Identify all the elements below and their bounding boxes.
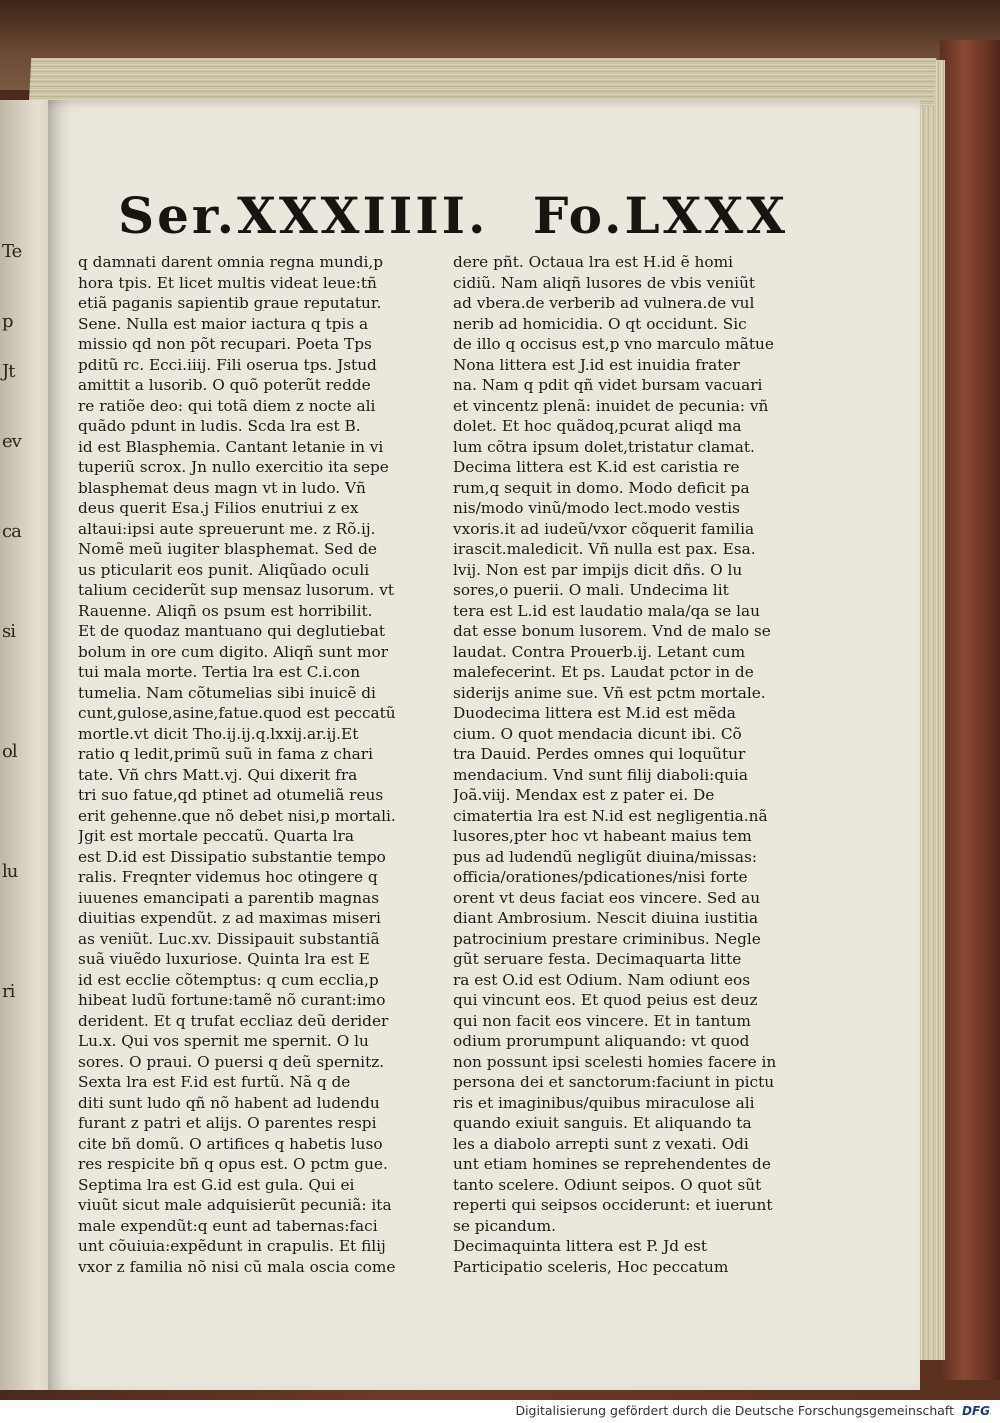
text-line: Duodecima littera est M.id est mẽda: [453, 704, 736, 722]
text-line: pus ad ludendũ negligũt diuina/missas:: [453, 847, 757, 866]
facing-page-text: ca: [2, 521, 21, 542]
facing-page-text: lu: [2, 861, 18, 882]
text-line: deus querit Esa.j Filios enutriui z ex: [78, 499, 359, 517]
text-line: suã viuẽdo luxuriose. Quinta lra est E: [78, 950, 370, 968]
text-line: se picandum.: [453, 1216, 557, 1235]
text-line: est D.id est Dissipatio substantie tempo: [78, 847, 386, 866]
text-line: erit gehenne.que nõ debet nisi,p mortali.: [78, 806, 396, 825]
text-line: Jgit est mortale peccatũ. Quarta lra: [78, 827, 354, 845]
text-line: etiã paganis sapientib graue reputatur.: [78, 294, 382, 312]
text-column-left: [78, 252, 450, 1277]
facing-page-text: ri: [2, 981, 15, 1002]
leather-binding-right: [940, 40, 1000, 1380]
text-line: lum cõtra ipsum dolet,tristatur clamat.: [453, 437, 755, 456]
text-line: et vincentz plenã: inuidet de pecunia: vñ: [453, 396, 769, 415]
text-line: q damnati darent omnia regna mundi,p: [78, 253, 384, 271]
text-line: qui non facit eos vincere. Et in tantum: [453, 1011, 751, 1030]
text-line: dat esse bonum lusorem. Vnd de malo se: [453, 622, 771, 640]
text-line: mortle.vt dicit Tho.ij.ij.q.lxxij.ar.ij.Et: [78, 724, 359, 743]
text-line: diuitias expendũt. z ad maximas miseri: [78, 909, 381, 927]
text-line: mendacium. Vnd sunt filij diaboli:quia: [453, 765, 748, 784]
text-line: orent vt deus faciat eos vincere. Sed au: [453, 888, 761, 907]
text-line: rum,q sequit in domo. Modo deficit pa: [453, 478, 750, 497]
text-line: us pticularit eos punit. Aliqũado oculi: [78, 560, 370, 579]
text-line: hora tpis. Et licet multis videat leue:tñ: [78, 273, 377, 292]
text-line: Nomẽ meũ iugiter blasphemat. Sed de: [78, 540, 377, 558]
text-line: cidiũ. Nam aliqñ lusores de vbis veniũt: [453, 273, 756, 292]
text-line: ra est O.id est Odium. Nam odiunt eos: [453, 970, 751, 989]
text-line: les a diabolo arrepti sunt z vexati. Odi: [453, 1134, 749, 1153]
text-line: viuũt sicut male adquisierũt pecuniã: ita: [78, 1196, 392, 1214]
text-line: Lu.x. Qui vos spernit me spernit. O lu: [78, 1032, 369, 1050]
dfg-logo-icon: DFG: [961, 1404, 990, 1418]
text-line: Joã.viij. Mendax est z pater ei. De: [453, 786, 715, 804]
text-line: officia/orationes/pdicationes/nisi forte: [453, 868, 748, 886]
text-line: Nona littera est J.id est inuidia frater: [453, 355, 740, 374]
text-line: talium ceciderũt sup mensaz lusorum. vt: [78, 581, 395, 599]
text-line: furant z patri et alijs. O parentes respi: [78, 1114, 377, 1132]
text-line: tera est L.id est laudatio mala/qa se lau: [453, 601, 760, 620]
text-line: hibeat ludũ fortune:tamẽ nõ curant:imo: [78, 991, 386, 1009]
text-line: nis/modo vinũ/modo lect.modo vestis: [453, 499, 740, 517]
facing-page-text: Jt: [2, 361, 15, 382]
text-line: odium prorumpunt aliquando: vt quod: [453, 1032, 750, 1050]
text-line: Rauenne. Aliqñ os psum est horribilit.: [78, 601, 373, 620]
text-line: tri suo fatue,qd ptinet ad otumeliã reus: [78, 786, 384, 804]
book-page: [48, 100, 920, 1390]
text-line: sores,o puerii. O mali. Undecima lit: [453, 581, 729, 599]
text-line: irascit.maledicit. Vñ nulla est pax. Esa.: [453, 540, 756, 558]
text-line: lusores,pter hoc vt habeant maius tem: [453, 827, 752, 845]
running-header: [118, 188, 788, 248]
facing-page-text: ev: [2, 431, 21, 452]
facing-page-text: si: [2, 621, 15, 642]
text-line: cunt,gulose,asine,fatue.quod est peccatũ: [78, 704, 396, 722]
text-line: Participatio sceleris, Hoc peccatum: [453, 1257, 729, 1276]
text-line: Sexta lra est F.id est furtũ. Nã q de: [78, 1073, 351, 1091]
text-line: persona dei et sanctorum:faciunt in pictu: [453, 1073, 775, 1091]
text-line: tumelia. Nam cõtumelias sibi inuicẽ di: [78, 683, 376, 702]
text-line: laudat. Contra Prouerb.ij. Letant cum: [453, 642, 746, 661]
text-line: tuperiũ scrox. Jn nullo exercitio ita sepe: [78, 458, 389, 476]
text-line: unt cõuiuia:expẽdunt in crapulis. Et filij: [78, 1237, 386, 1255]
facing-page-text: Te: [2, 241, 22, 262]
text-line: siderijs anime sue. Vñ est pctm mortale.: [453, 683, 766, 702]
text-line: Decima littera est K.id est caristia re: [453, 458, 740, 476]
text-line: de illo q occisus est,p vno marculo mãtue: [453, 335, 774, 353]
text-line: ris et imaginibus/quibus miraculose ali: [453, 1093, 755, 1112]
text-line: diti sunt ludo qñ nõ habent ad ludendu: [78, 1093, 380, 1112]
text-line: missio qd non põt recupari. Poeta Tps: [78, 335, 372, 353]
text-line: blasphemat deus magn vt in ludo. Vñ: [78, 478, 366, 497]
text-line: qui vincunt eos. Et quod peius est deuz: [453, 991, 758, 1009]
text-line: ratio q ledit,primũ suũ in fama z chari: [78, 745, 374, 763]
text-line: reperti qui seipsos occiderunt: et iuerunt: [453, 1196, 773, 1214]
text-line: na. Nam q pdit qñ videt bursam vacuari: [453, 376, 763, 394]
text-line: derident. Et q trufat eccliaz deũ derider: [78, 1011, 389, 1030]
text-line: tate. Vñ chrs Matt.vj. Qui dixerit fra: [78, 765, 358, 784]
text-line: Septima lra est G.id est gula. Qui ei: [78, 1175, 355, 1194]
text-line: sores. O praui. O puersi q deũ spernitz.: [78, 1052, 385, 1071]
text-line: as veniũt. Luc.xv. Dissipauit substantiã: [78, 929, 380, 948]
text-line: vxor z familia nõ nisi cũ mala oscia come: [78, 1257, 396, 1276]
text-line: res respicite bñ q opus est. O pctm gue.: [78, 1155, 388, 1173]
facing-page-text: ol: [2, 741, 17, 762]
text-line: unt etiam homines se reprehendentes de: [453, 1155, 771, 1173]
page-stack-top: [29, 58, 937, 106]
text-line: lvij. Non est par impijs dicit dñs. O lu: [453, 560, 743, 579]
text-line: ad vbera.de verberib ad vulnera.de vul: [453, 294, 755, 312]
text-line: vxoris.it ad iudeũ/vxor cõquerit familia: [453, 519, 755, 538]
text-line: Decimaquinta littera est P. Jd est: [453, 1237, 708, 1255]
text-line: patrocinium prestare criminibus. Negle: [453, 929, 761, 948]
sermon-number: Ser.XXXIIII.: [118, 186, 489, 245]
text-line: gũt seruare festa. Decimaquarta litte: [453, 950, 742, 968]
text-line: ralis. Freqnter videmus hoc otingere q: [78, 868, 378, 886]
text-line: id est ecclie cõtemptus: q cum ecclia,p: [78, 970, 379, 989]
text-line: bolum in ore cum digito. Aliqñ sunt mor: [78, 642, 389, 661]
text-line: dolet. Et hoc quãdoq,pcurat aliqd ma: [453, 417, 742, 435]
text-line: Et de quodaz mantuano qui deglutiebat: [78, 622, 386, 640]
text-line: tanto scelere. Odiunt seipos. O quot sũt: [453, 1175, 762, 1194]
text-line: Sene. Nulla est maior iactura q tpis a: [78, 314, 369, 333]
text-line: altaui:ipsi aute spreuerunt me. z Rõ.ij.: [78, 519, 376, 538]
footer-credit: Digitalisierung gefördert durch die Deutsche Forschungsgemeinschaft: [515, 1403, 954, 1418]
text-line: tui mala morte. Tertia lra est C.i.con: [78, 663, 361, 681]
text-line: re ratiõe deo: qui totã diem z nocte ali: [78, 396, 376, 415]
text-line: non possunt ipsi scelesti homies facere in: [453, 1052, 777, 1071]
text-line: tra Dauid. Perdes omnes qui loquũtur: [453, 745, 746, 763]
text-line: cimatertia lra est N.id est negligentia.nã: [453, 806, 768, 825]
text-line: quãdo pdunt in ludis. Scda lra est B.: [78, 417, 361, 435]
text-line: pditũ rc. Ecci.iiij. Fili oserua tps. Jstud: [78, 355, 377, 374]
text-line: male expendũt:q eunt ad tabernas:faci: [78, 1216, 378, 1235]
folio-number: Fo.LXXX: [532, 186, 788, 245]
text-line: cite bñ domũ. O artifices q habetis luso: [78, 1134, 383, 1153]
text-column-right: [453, 252, 813, 1277]
text-line: iuuenes emancipati a parentib magnas: [78, 888, 380, 907]
text-line: diant Ambrosium. Nescit diuina iustitia: [453, 909, 759, 927]
text-line: amittit a lusorib. O quõ poterũt redde: [78, 376, 371, 394]
text-line: id est Blasphemia. Cantant letanie in vi: [78, 437, 384, 456]
text-line: cium. O quot mendacia dicunt ibi. Cõ: [453, 724, 742, 743]
text-line: nerib ad homicidia. O qt occidunt. Sic: [453, 314, 747, 333]
facing-page-text: p: [2, 311, 13, 332]
text-line: dere pñt. Octaua lra est H.id ẽ homi: [453, 253, 734, 271]
text-line: quando exiuit sanguis. Et aliquando ta: [453, 1114, 752, 1132]
text-line: malefecerint. Et ps. Laudat pctor in de: [453, 663, 754, 681]
